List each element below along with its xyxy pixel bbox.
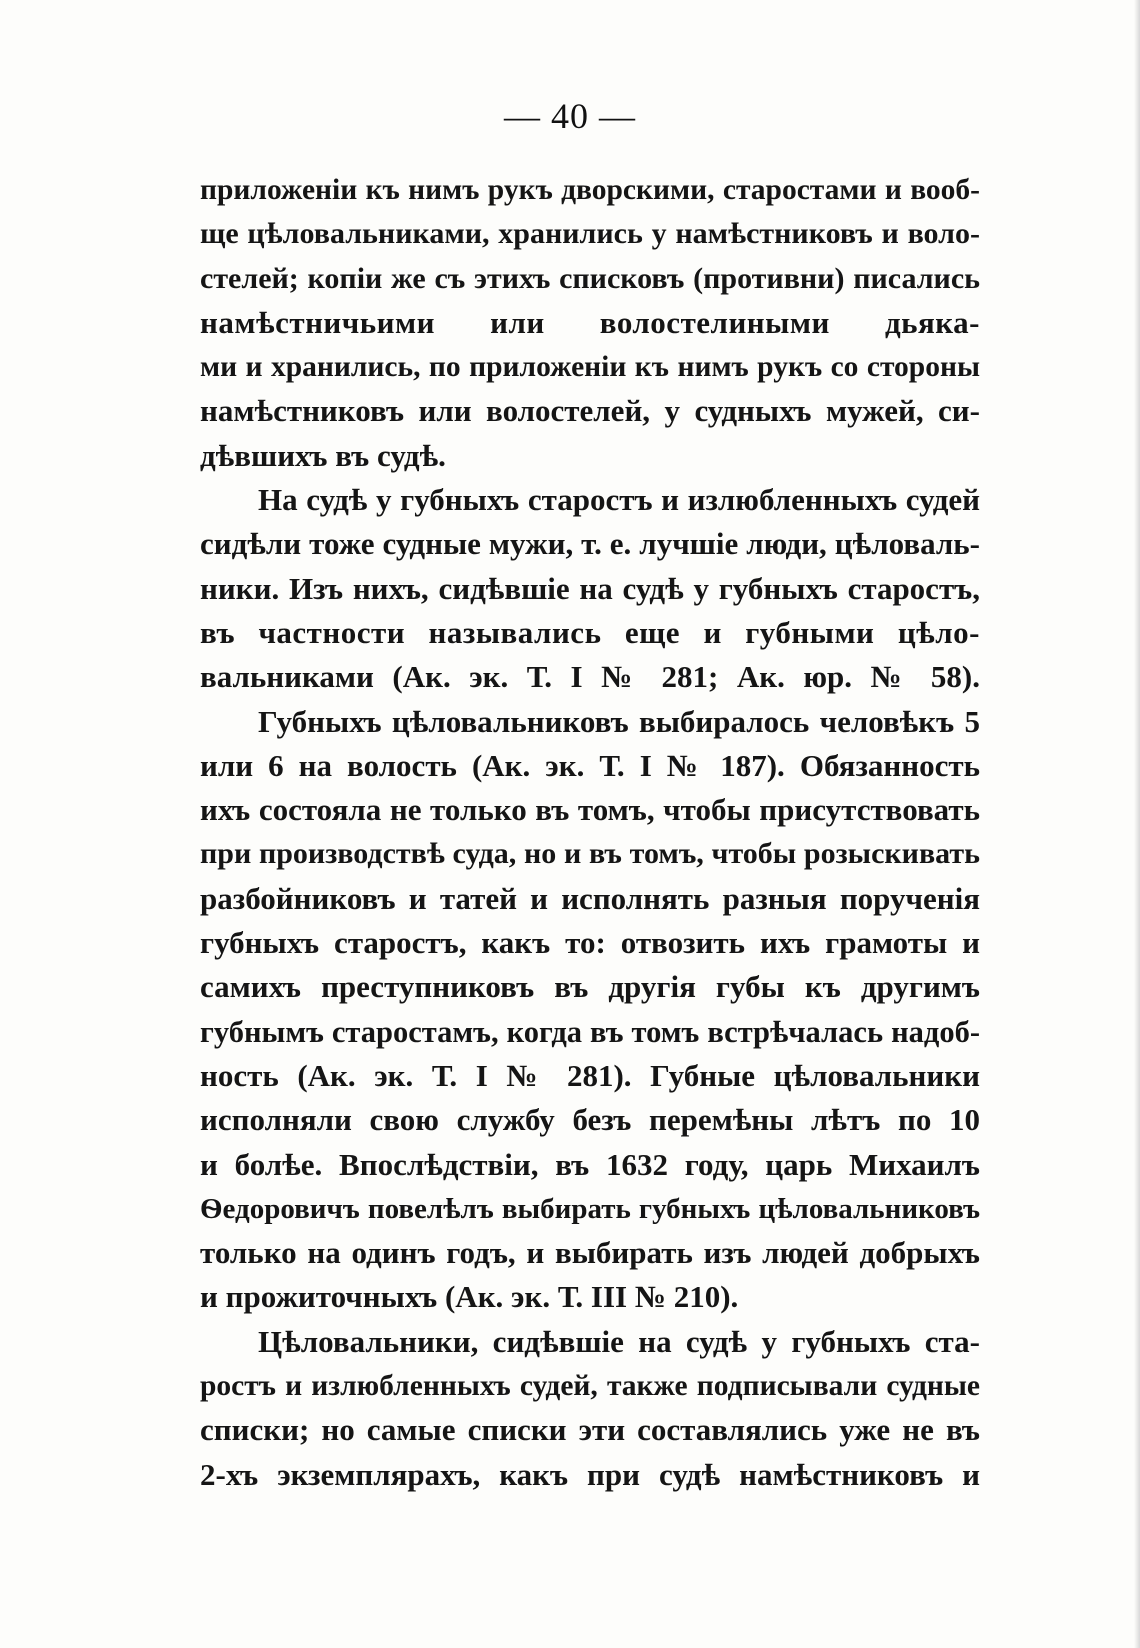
text-line: дѣвшихъ въ судѣ.: [200, 437, 446, 473]
text-line: 2-хъ экземплярахъ, какъ при судѣ намѣстниковъ и: [200, 1456, 980, 1492]
text-line: только на одинъ годъ, и выбирать изъ людей добрыхъ: [200, 1235, 980, 1271]
text-line: Губныхъ цѣловальниковъ выбиралось человѣкъ 5: [258, 703, 980, 739]
page-edge-shadow: [1134, 0, 1140, 1648]
text-line: намѣстничьими или волостелиными дьяка-: [200, 304, 980, 340]
page-body-text: [200, 168, 980, 1497]
text-line: ми и хранились, по приложенiи къ нимъ рукъ со стороны: [200, 351, 980, 384]
text-line: вальниками (Ак. эк. Т. I № 281; Ак. юр. № 58).: [200, 659, 980, 695]
text-line: ность (Ак. эк. Т. I № 281). Губные цѣловальники: [200, 1057, 980, 1093]
text-line: губныхъ старостъ, какъ то: отвозить ихъ грамоты и: [200, 925, 980, 961]
text-line: стелей; копiи же съ этихъ списковъ (противни) писались: [200, 261, 980, 295]
text-line: Ѳедоровичъ повелѣлъ выбирать губныхъ цѣловальниковъ: [200, 1192, 980, 1225]
text-line: исполняли свою службу безъ перемѣны лѣтъ по 10: [200, 1102, 980, 1138]
page-number: — 40 —: [504, 96, 636, 136]
text-line: и болѣе. Впослѣдствiи, въ 1632 году, царь Михаилъ: [200, 1146, 980, 1182]
text-line: ще цѣловальниками, хранились у намѣстниковъ и воло-: [200, 217, 980, 251]
text-line: разбойниковъ и татей и исполнять разныя порученiя: [200, 880, 980, 916]
text-line: На судѣ у губныхъ старостъ и излюбленныхъ судей: [258, 482, 980, 518]
text-line: ростъ и излюбленныхъ судей, также подписывали судные: [200, 1370, 980, 1403]
text-line: самихъ преступниковъ въ другiя губы къ другимъ: [200, 969, 980, 1005]
text-line: губнымъ старостамъ, когда въ томъ встрѣчалась надоб-: [200, 1014, 980, 1049]
text-line: при производствѣ суда, но и въ томъ, чтобы розыскивать: [200, 837, 980, 871]
text-line: и прожиточныхъ (Ак. эк. Т. III № 210).: [200, 1279, 739, 1315]
text-line: ихъ состояла не только въ томъ, чтобы присутствовать: [200, 792, 980, 828]
text-line: сидѣли тоже судные мужи, т. е. лучшiе люди, цѣловаль-: [200, 526, 980, 562]
text-line: въ частности назывались еще и губными цѣло-: [200, 614, 980, 650]
text-line: ники. Изъ нихъ, сидѣвшiе на судѣ у губныхъ старостъ,: [200, 570, 980, 606]
text-line: или 6 на волость (Ак. эк. Т. I № 187). Обязанность: [200, 747, 980, 783]
text-line: намѣстниковъ или волостелей, у судныхъ мужей, си-: [200, 393, 980, 429]
text-line: Цѣловальники, сидѣвшiе на судѣ у губныхъ ста-: [258, 1323, 980, 1359]
text-line: приложенiи къ нимъ рукъ дворскими, старостами и вооб-: [200, 174, 980, 206]
text-line: списки; но самые списки эти составлялись уже не въ: [200, 1412, 980, 1448]
